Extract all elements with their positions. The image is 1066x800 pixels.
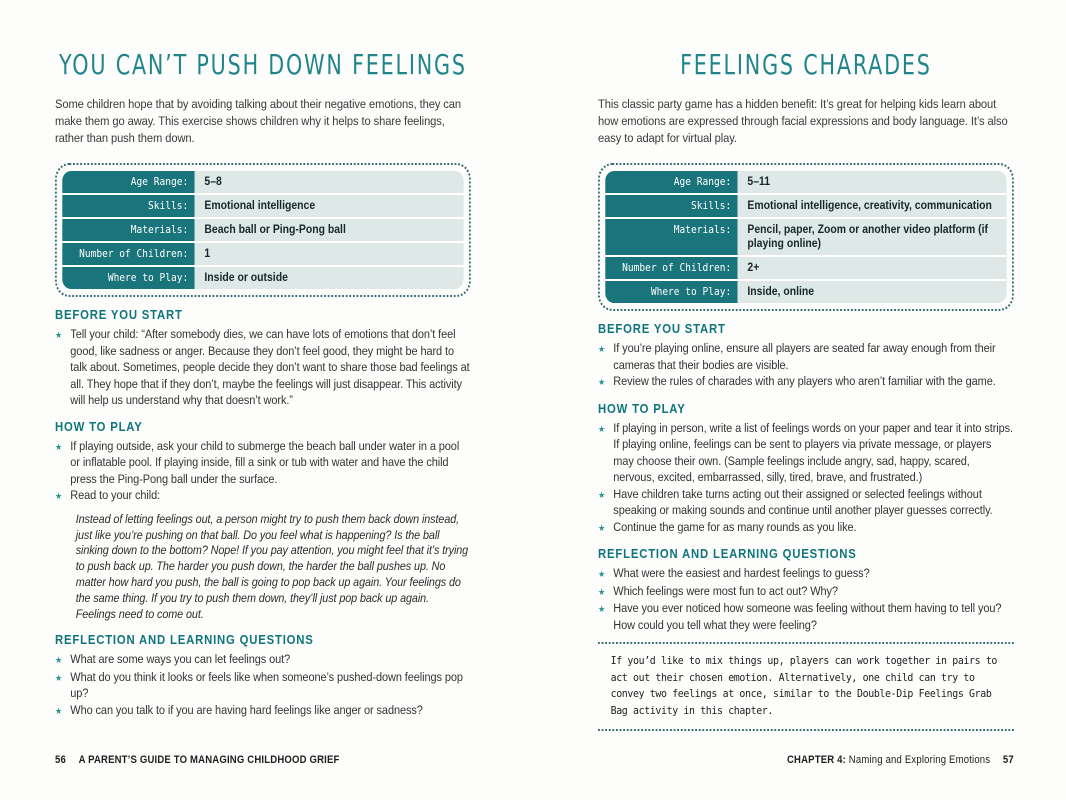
section-heading-before-you-start: BEFORE YOU START	[55, 308, 183, 323]
star-bullet-icon: ★	[598, 344, 606, 355]
bullet-text: Which feelings were most fun to act out? Why?	[613, 583, 838, 598]
right-page-footer	[598, 754, 1014, 766]
bullet-text: Continue the game for as many rounds as you like.	[613, 519, 857, 534]
row-label: Skills:	[605, 195, 737, 217]
table-row	[605, 281, 1006, 303]
table-row	[62, 243, 463, 267]
bullet-text: If playing outside, ask your child to submerge the beach ball under water in a pool or inflatable pool. If playing inside, fill a sink or tub with water and have the child press the Ping-Pong ball under the surface.	[70, 438, 460, 486]
page-title: FEELINGS CHARADES	[680, 50, 932, 82]
list-item	[55, 487, 471, 505]
bullet-text: Have children take turns acting out their assigned or selected feelings without speaking or making sounds and continue until another player guesses correctly.	[613, 486, 993, 518]
activity-info-table	[62, 171, 463, 289]
bullet-text: What do you think it looks or feels like when someone’s pushed-down feelings pop up?	[70, 669, 463, 701]
left-page-footer	[55, 754, 471, 766]
bullet-text: Tell your child: “After somebody dies, we can have lots of emotions that don’t feel good, like sadness or anger. Because they don’t feel good, they might be hard to talk about. Sometimes, people decide they don’t want to share those bad feelings at all. They hope that if they don’t, maybe the feelings will just disappear. This activity will help us understand why that doesn’t work.”	[70, 327, 470, 408]
table-row	[62, 219, 463, 243]
list-item	[55, 669, 471, 702]
section-heading-how-to-play: HOW TO PLAY	[55, 419, 143, 434]
activity-info-table	[605, 171, 1006, 303]
list-item	[598, 519, 1014, 537]
table-row	[62, 267, 463, 289]
bullet-text: Have you ever noticed how someone was feeling without them having to tell you? How could you tell what they were feeling?	[613, 601, 1002, 632]
list-item	[55, 651, 471, 669]
bullet-text: What were the easiest and hardest feelings to guess?	[613, 566, 870, 581]
list-item	[598, 420, 1014, 486]
tip-note-box: If you’d like to mix things up, players can work together in pairs to act out their chosen emotion. Alternatively, one child can try to convey two feelings at once, similar to the Double-Dip Feelings Grab Bag activity in this chapter.	[598, 642, 1014, 731]
star-bullet-icon: ★	[598, 522, 606, 533]
right-page	[598, 0, 1014, 800]
star-bullet-icon: ★	[598, 423, 606, 434]
row-label: Skills:	[62, 195, 194, 217]
intro-paragraph: This classic party game has a hidden benefit: It’s great for helping kids learn about how emotions are expressed through facial expressions and body language. It’s also easy to adapt for virtual play.	[598, 97, 1008, 145]
star-bullet-icon: ★	[55, 491, 63, 502]
row-label: Materials:	[62, 219, 194, 241]
table-row	[62, 195, 463, 219]
table-row	[605, 195, 1006, 219]
page-title: YOU CAN’T PUSH DOWN FEELINGS	[58, 50, 467, 82]
row-label: Materials:	[605, 219, 737, 255]
page-number: 56	[55, 754, 66, 766]
row-value: Emotional intelligence	[204, 199, 316, 213]
star-bullet-icon: ★	[598, 586, 606, 597]
row-label: Age Range:	[605, 171, 737, 193]
row-value: 5–11	[747, 175, 771, 189]
intro-paragraph: Some children hope that by avoiding talking about their negative emotions, they can make them go away. This exercise shows children why it helps to share feelings, rather than push them down.	[55, 97, 462, 145]
row-value: Emotional intelligence, creativity, communication	[747, 199, 992, 213]
row-value: 5–8	[204, 175, 222, 189]
list-item	[598, 600, 1014, 633]
section-heading-before-you-start: BEFORE YOU START	[598, 322, 726, 337]
list-item	[55, 438, 471, 488]
read-aloud-quote: Instead of letting feelings out, a person might try to push them back down instead, just like you’re pushing on that ball. Do you feel what is happening? Is the ball sinking down to the bottom? Nope! If you pay attention, you might feel that it’s trying to push back up. The harder you push down, the harder the ball pushes up. No matter how hard you push, the ball is going to pop back up again. Your feelings do the same thing. If you try to push them down, they’ll just pop back up again. Feelings need to come out.	[75, 511, 469, 621]
left-page	[55, 0, 471, 800]
page-number: 57	[1002, 754, 1014, 766]
chapter-label: CHAPTER 4:	[786, 754, 846, 766]
list-item	[55, 326, 471, 409]
list-item	[598, 565, 1014, 583]
list-item	[598, 486, 1014, 519]
list-item	[598, 583, 1014, 601]
row-value: Beach ball or Ping-Pong ball	[204, 223, 346, 237]
activity-info-box	[55, 163, 471, 297]
row-label: Where to Play:	[62, 267, 194, 289]
star-bullet-icon: ★	[598, 489, 606, 500]
bullet-text: If playing in person, write a list of feelings words on your paper and tear it into strips. If playing online, feelings can be sent to players via private message, or players may choose their own. (Sample feelings include angry, sad, happy, scared, nervous, excited, embarrassed, silly, tired, brave, and frustrated.)	[613, 420, 1013, 485]
section-heading-how-to-play: HOW TO PLAY	[598, 401, 686, 416]
star-bullet-icon: ★	[598, 377, 606, 388]
bullet-text: Review the rules of charades with any players who aren’t familiar with the game.	[613, 374, 996, 389]
row-value: Inside, online	[747, 285, 815, 299]
section-heading-reflection: REFLECTION AND LEARNING QUESTIONS	[55, 633, 314, 648]
star-bullet-icon: ★	[598, 569, 606, 580]
row-label: Number of Children:	[605, 257, 737, 279]
row-label: Where to Play:	[605, 281, 737, 303]
row-value: Inside or outside	[204, 271, 288, 285]
bullet-text: If you’re playing online, ensure all players are seated far away enough from their cameras that their bodies are visible.	[613, 341, 996, 372]
row-label: Number of Children:	[62, 243, 194, 265]
row-label: Age Range:	[62, 171, 194, 193]
chapter-title: Naming and Exploring Emotions	[845, 754, 991, 766]
table-row	[605, 219, 1006, 257]
list-item	[598, 373, 1014, 391]
bullet-text: What are some ways you can let feelings out?	[70, 652, 291, 667]
star-bullet-icon: ★	[55, 330, 63, 341]
star-bullet-icon: ★	[55, 705, 63, 716]
row-value: 2+	[747, 261, 760, 275]
table-row	[605, 257, 1006, 281]
book-title: A PARENT’S GUIDE TO MANAGING CHILDHOOD GRIEF	[78, 754, 340, 766]
list-item	[55, 702, 471, 720]
row-value: 1	[204, 247, 211, 261]
activity-info-box	[598, 163, 1014, 311]
star-bullet-icon: ★	[55, 672, 63, 683]
list-item	[598, 340, 1014, 373]
star-bullet-icon: ★	[55, 655, 63, 666]
table-row	[62, 171, 463, 195]
bullet-text: Read to your child:	[70, 488, 161, 503]
star-bullet-icon: ★	[598, 604, 606, 615]
bullet-text: Who can you talk to if you are having hard feelings like anger or sadness?	[70, 702, 423, 717]
row-value: Pencil, paper, Zoom or another video platform (if playing online)	[747, 223, 989, 251]
table-row	[605, 171, 1006, 195]
star-bullet-icon: ★	[55, 441, 63, 452]
section-heading-reflection: REFLECTION AND LEARNING QUESTIONS	[598, 547, 857, 562]
